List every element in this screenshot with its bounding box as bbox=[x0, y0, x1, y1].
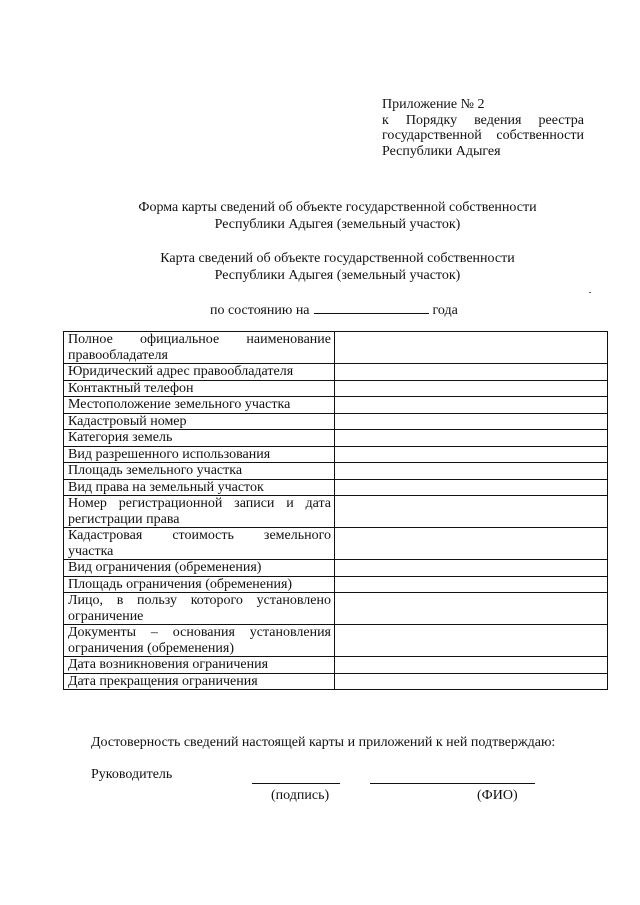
row-value-field[interactable] bbox=[335, 430, 608, 447]
row-label bbox=[64, 496, 335, 528]
row-value-field[interactable] bbox=[335, 593, 608, 625]
row-value-field[interactable] bbox=[335, 463, 608, 480]
table-row bbox=[64, 496, 608, 528]
row-label bbox=[64, 446, 335, 463]
row-label bbox=[64, 364, 335, 381]
row-label-line: Вид права на земельный участок bbox=[68, 479, 264, 495]
row-label bbox=[64, 479, 335, 496]
row-label-line: Вид ограничения (обременения) bbox=[68, 560, 262, 575]
table-body bbox=[64, 332, 608, 690]
row-label-line: Юридический адрес правообладателя bbox=[68, 364, 294, 379]
row-label bbox=[64, 430, 335, 447]
row-label-line: правообладателя bbox=[68, 347, 168, 363]
row-label-line: ограничение bbox=[68, 608, 144, 624]
state-date-line bbox=[210, 300, 458, 319]
row-label-line: Площадь ограничения (обременения) bbox=[68, 576, 293, 592]
form-title bbox=[0, 199, 640, 233]
table-row bbox=[64, 593, 608, 625]
form-title-line: Форма карты сведений об объекте государственной собственности bbox=[138, 200, 537, 215]
card-title-line: Карта сведений об объекте государственной собственности bbox=[160, 251, 515, 266]
row-value-field[interactable] bbox=[335, 479, 608, 496]
row-value-field[interactable] bbox=[335, 332, 608, 364]
row-value-field[interactable] bbox=[335, 673, 608, 690]
table-row bbox=[64, 576, 608, 593]
row-value-field[interactable] bbox=[335, 413, 608, 430]
row-label-line: Полное официальное наименование bbox=[68, 332, 331, 347]
table-row bbox=[64, 364, 608, 381]
table-row bbox=[64, 413, 608, 430]
row-value-field[interactable] bbox=[335, 625, 608, 657]
table-row bbox=[64, 397, 608, 414]
row-label bbox=[64, 657, 335, 674]
table-row bbox=[64, 380, 608, 397]
row-label-line: участка bbox=[68, 543, 114, 559]
row-value-field[interactable] bbox=[335, 397, 608, 414]
row-label bbox=[64, 593, 335, 625]
row-label-line: Дата прекращения ограничения bbox=[68, 673, 258, 689]
table-row bbox=[64, 673, 608, 690]
row-label bbox=[64, 673, 335, 690]
row-label-line: Дата возникновения ограничения bbox=[68, 657, 269, 672]
signatory-role: Руководитель bbox=[91, 767, 173, 782]
card-title bbox=[0, 250, 640, 284]
appendix-line: Республики Адыгея bbox=[382, 143, 501, 159]
row-label-line: Местоположение земельного участка bbox=[68, 397, 291, 412]
row-label-line: Категория земель bbox=[68, 430, 173, 445]
row-value-field[interactable] bbox=[335, 446, 608, 463]
row-value-field[interactable] bbox=[335, 528, 608, 560]
appendix-block bbox=[382, 97, 584, 159]
row-label bbox=[64, 463, 335, 480]
row-label-line: Кадастровый номер bbox=[68, 413, 187, 429]
state-suffix: года bbox=[432, 303, 458, 318]
appendix-number: Приложение № 2 bbox=[382, 97, 485, 112]
appendix-line: государственной собственности bbox=[382, 128, 584, 143]
row-label bbox=[64, 397, 335, 414]
row-value-field[interactable] bbox=[335, 380, 608, 397]
row-label-line: Документы – основания установления bbox=[68, 625, 331, 640]
stray-mark bbox=[589, 292, 591, 293]
full-name-caption: (ФИО) bbox=[477, 788, 518, 803]
row-value-field[interactable] bbox=[335, 560, 608, 577]
row-label-line: Лицо, в пользу которого установлено bbox=[68, 593, 331, 608]
table-row bbox=[64, 332, 608, 364]
appendix-line: к Порядку ведения реестра bbox=[382, 112, 584, 128]
full-name-line[interactable] bbox=[370, 783, 535, 784]
row-label-line: регистрации права bbox=[68, 511, 180, 527]
row-label-line: Вид разрешенного использования bbox=[68, 446, 271, 462]
row-label bbox=[64, 332, 335, 364]
row-label bbox=[64, 413, 335, 430]
row-label-line: ограничения (обременения) bbox=[68, 640, 234, 656]
form-title-line: Республики Адыгея (земельный участок) bbox=[214, 217, 461, 232]
row-label-line: Контактный телефон bbox=[68, 380, 194, 396]
state-prefix: по состоянию на bbox=[210, 303, 310, 318]
table-row bbox=[64, 560, 608, 577]
row-value-field[interactable] bbox=[335, 364, 608, 381]
row-label bbox=[64, 380, 335, 397]
table-row bbox=[64, 528, 608, 560]
table-row bbox=[64, 463, 608, 480]
table-row bbox=[64, 625, 608, 657]
row-value-field[interactable] bbox=[335, 496, 608, 528]
card-title-line: Республики Адыгея (земельный участок) bbox=[214, 268, 461, 283]
row-label bbox=[64, 625, 335, 657]
table-row bbox=[64, 446, 608, 463]
row-label bbox=[64, 576, 335, 593]
confirmation-text: Достоверность сведений настоящей карты и приложений к ней подтверждаю: bbox=[91, 735, 556, 750]
row-label bbox=[64, 560, 335, 577]
row-value-field[interactable] bbox=[335, 576, 608, 593]
signature-caption: (подпись) bbox=[271, 788, 330, 803]
table-row bbox=[64, 479, 608, 496]
row-label-line: Площадь земельного участка bbox=[68, 463, 243, 478]
signature-line[interactable] bbox=[252, 783, 340, 784]
row-value-field[interactable] bbox=[335, 657, 608, 674]
row-label-line: Номер регистрационной записи и дата bbox=[68, 496, 331, 511]
table-row bbox=[64, 430, 608, 447]
row-label-line: Кадастровая стоимость земельного bbox=[68, 528, 331, 543]
table-row bbox=[64, 657, 608, 674]
row-label bbox=[64, 528, 335, 560]
date-blank-field[interactable] bbox=[314, 300, 429, 314]
land-plot-info-table bbox=[63, 331, 608, 690]
